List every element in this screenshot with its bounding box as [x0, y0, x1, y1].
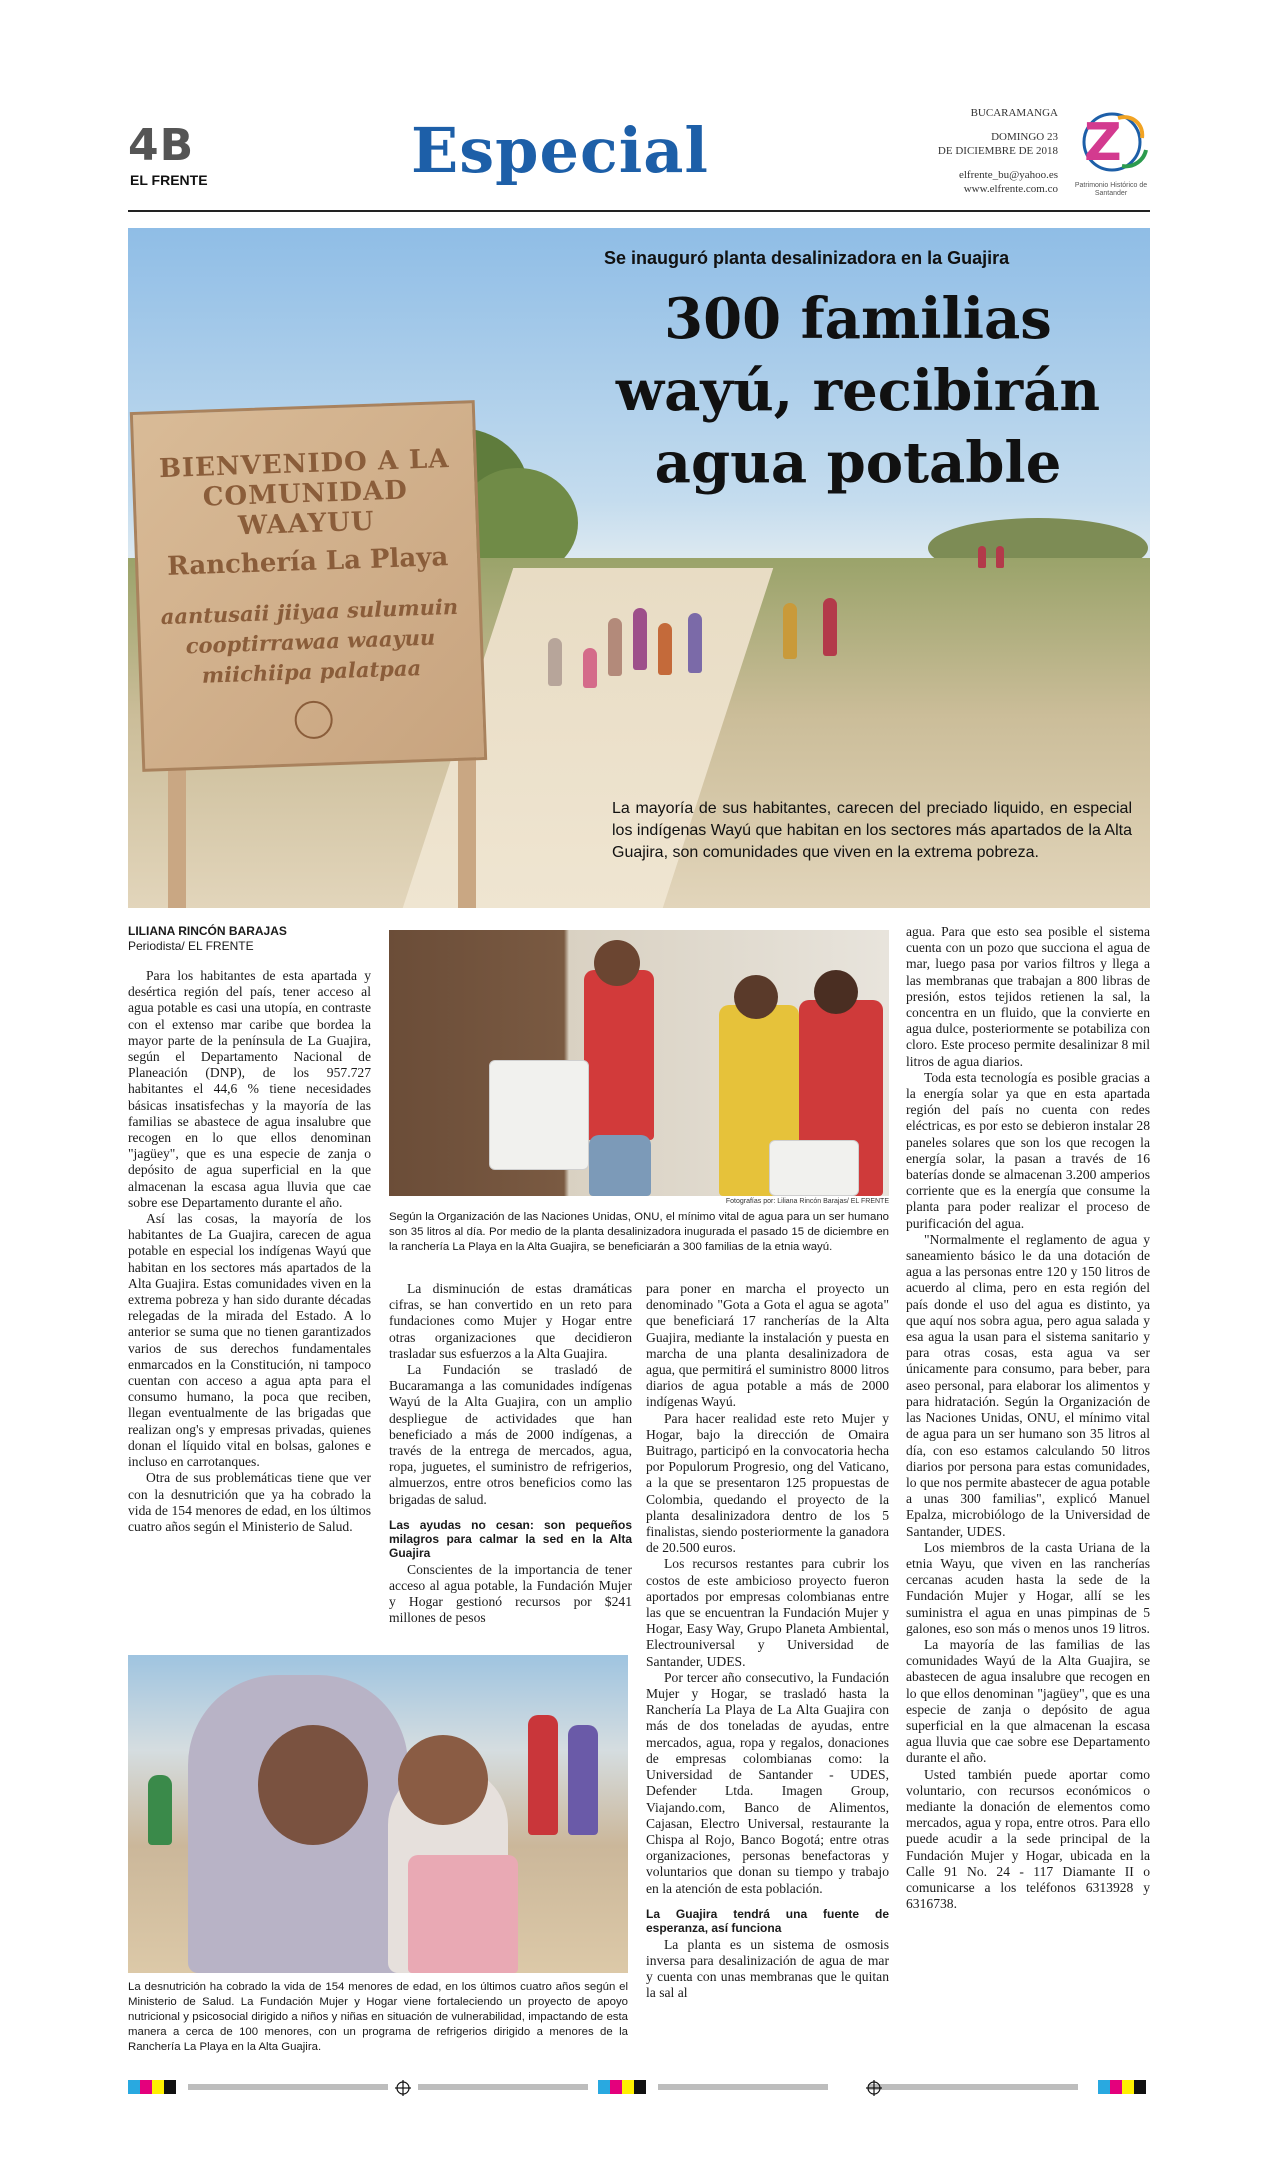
- svg-text:Z: Z: [1084, 113, 1122, 173]
- paragraph: para poner en marcha el proyecto un denominado "Gota a Gota el agua se agota" que beneficiará 17 rancherías de la Alta Guajira, mediante la instalación y puesta en marcha de una planta desalinizadora de agua, que permitirá el suministro 8000 litros diarios de agua potable a más de 2000 indígenas Wayú.: [646, 1281, 889, 1410]
- header-info: [938, 106, 1058, 196]
- column-1: [128, 924, 371, 1535]
- sign-line-6: miichiipa palatpaa: [201, 655, 422, 688]
- brand-name: EL FRENTE: [130, 172, 208, 188]
- sign-seal-icon: [294, 700, 333, 739]
- sign-line-5: cooptirrawaa waayuu: [185, 624, 436, 659]
- paragraph: Conscientes de la importancia de tener acceso al agua potable, la Fundación Mujer y Hogar gestionó recursos por $241 millones de pesos: [389, 1561, 632, 1626]
- subheading: Las ayudas no cesan: son pequeños milagros para calmar la sed en la Alta Guajira: [389, 1517, 632, 1560]
- sign-line-2: COMUNIDAD WAAYUU: [202, 475, 409, 542]
- paragraph: Así las cosas, la mayoría de los habitantes de La Guajira, carecen de agua potable en especial los indígenas Wayú que habitan en los sectores más apartados de la Alta Guajira. Estas comunidades viven en la extrema pobreza y han sido durante décadas relegadas de la mirada del Estado. A lo anterior se suma que no tienen garantizados varios de sus derechos fundamentales enmarcados en la Constitución, ni tampoco cuentan con acceso a agua apta para el consumo humano, la poca que reciben, llegan eventualmente de las brigadas que realizan ong's y empresas privadas, quienes donan el líquido vital en bolsas, galones e incluso en carrotanques.: [128, 1211, 371, 1470]
- byline-author: LILIANA RINCÓN BARAJAS: [128, 924, 287, 938]
- sign-line-1: BIENVENIDO A LA: [158, 444, 450, 485]
- paragraph: Usted también puede aportar como voluntario, con recursos económicos o mediante la donación de elementos como mercados, agua y ropa, entre otros. Para ello puede acudir a la sede principal de la Fundación Mujer y Hogar, ubicada en la Calle 91 No. 24 - 117 Diamante II o comunicarse a los teléfonos 6313928 y 6316738.: [906, 1766, 1150, 1912]
- header-web[interactable]: www.elfrente.com.co: [963, 183, 1058, 195]
- header-email[interactable]: elfrente_bu@yahoo.es: [958, 169, 1058, 181]
- header-date: DOMINGO 23: [991, 131, 1058, 143]
- paragraph: Los miembros de la casta Uriana de la etnia Wayu, que viven en las rancherías cercanas acuden hasta la sede de la Fundación Mujer y Hogar, allí se les suministra el agua en unas pimpinas de 5 galones, eso son más o menos unos 19 litros.: [906, 1539, 1150, 1636]
- column-2: [389, 1281, 632, 1627]
- heritage-logo-icon: [1072, 104, 1150, 186]
- photo-caption-3: La desnutrición ha cobrado la vida de 154 menores de edad, en los últimos cuatro años según el Ministerio de Salud. La Fundación Mujer y Hogar viene fortaleciendo un proyecto de apoyo nutricional y psicosocial dirigido a niños y niñas en situación de vulnerabilidad, impactando de esta manera a cerca de 100 menores, con un programa de refrigerios dirigido a menores de la Ranchería La Playa en la Alta Guajira.: [128, 1981, 628, 2053]
- page-header: [128, 100, 1150, 212]
- mother-child-photo: [128, 1655, 628, 1973]
- headline-line-3: agua potable: [654, 430, 1062, 496]
- column-3: [646, 1281, 889, 2002]
- water-jug-photo: [389, 930, 889, 1196]
- welcome-sign: [130, 400, 487, 772]
- paragraph: La planta es un sistema de osmosis inversa para desalinización de agua de mar y cuenta con unas membranas que le quitan la sal al: [646, 1936, 889, 2001]
- article-kicker: Se inauguró planta desalinizadora en la Guajira: [604, 248, 1010, 268]
- photo-caption-2: Según la Organización de las Naciones Unidas, ONU, el mínimo vital de agua para un ser humano son 35 litros al día. Por medio de la planta desalinizadora inugurada el pasado 15 de diciembre en la ranchería La Playa en la Alta Guajira, se beneficiarán a 300 familias de la etnia wayú.: [389, 1211, 889, 1253]
- subheading: La Guajira tendrá una fuente de esperanza, así funciona: [646, 1906, 889, 1935]
- paragraph: Los recursos restantes para cubrir los costos de este ambicioso proyecto fueron aportados por empresas colombianas entre las que se encuentran la Fundación Mujer y Hogar, Easy Way, Grupo Planeta Ambiental, Electrouniversal y Universidad de Santander, UDES.: [646, 1556, 889, 1669]
- sign-line-4: aantusaii jiiyaa sulumuin: [160, 593, 459, 630]
- paragraph: La disminución de estas dramáticas cifras, se han convertido en un reto para fundaciones como Mujer y Hogar entre otras organizaciones que decidieron trasladar sus esfuerzos a la Alta Guajira.: [389, 1281, 632, 1361]
- registration-bar: [128, 2080, 1150, 2094]
- column-4: [906, 924, 1150, 1912]
- registration-mark-icon: [866, 2080, 882, 2096]
- paragraph: Por tercer año consecutivo, la Fundación Mujer y Hogar, se trasladó hasta la Ranchería La Playa de La Alta Guajira con más de dos toneladas de ayudas, entre mercados, agua, ropa y regalos, donaciones de empresas colombianas como: la Universidad de Santander - UDES, Defender Ltda. Imagen Group, Viajando.com, Banco de Alimentos, Cajasan, Electro Universal, restaurante la Chispa al Rojo, Banco Bogotá; entre otras organizaciones, personas benefactoras y voluntarios que donan su tiempo y trabajo en la atención de esta población.: [646, 1669, 889, 1896]
- paragraph: Para hacer realidad este reto Mujer y Hogar, bajo la dirección de Omaira Buitrago, participó en la convocatoria hecha por Populorum Progresio, ong del Vaticano, a la que se presentaron 125 propuestas de Colombia, quedando el proyecto de la planta desalinizadora dentro de los 5 finalistas, siendo posteriormente la ganadora de 20.500 euros.: [646, 1410, 889, 1556]
- byline-role: Periodista/ EL FRENTE: [128, 939, 254, 953]
- paragraph: "Normalmente el reglamento de agua y saneamiento básico le da una dotación de agua a las personas entre 120 y 150 litros de acuerdo al clima, pero en esta región del país donde el uso del agua es distinto, ya que aquí nos sobra agua, pero agua salada y esa agua la usan para el sistema sanitario y para otras cosas, esta agua va ser únicamente para consumo, para beber, para aseo personal, para elaborar los alimentos y para hidratación. Según la Organización de las Naciones Unidas, ONU, el mínimo vital de agua para un ser humano son 35 litros al día, con eso estamos calculando 50 litros diarios por persona para estas comunidades, lo que nos permite abastecer de agua potable a unas 300 familias", explicó Manuel Epalza, microbiólogo de la Universidad de Santander, UDES.: [906, 1231, 1150, 1539]
- paragraph: Para los habitantes de esta apartada y desértica región del país, tener acceso al agua potable es casi una utopía, en contraste con el extenso mar caribe que bordea la mayor parte de la península de La Guajira, según el Departamento Nacional de Planeación (DNP), de los 957.727 habitantes el 44,6 % tiene necesidades básicas insatisfechas y la mayoría de las familias se abastece de agua insalubre que recogen en lo que ellos denominan "jagüey", que es una especie de zanja o depósito de agua superficial en la que almacenan la escasa agua lluvia que cae sobre ese Departamento durante el año.: [128, 968, 371, 1210]
- paragraph: Otra de sus problemáticas tiene que ver con la desnutrición que ya ha cobrado la vida de 154 menores de edad, en los últimos cuatro años según el Ministerio de Salud.: [128, 1470, 371, 1534]
- sign-line-3: Ranchería La Playa: [166, 542, 449, 582]
- article-headline: [598, 283, 1118, 499]
- paragraph: La Fundación se trasladó de Bucaramanga a las comunidades indígenas Wayú de la Alta Guajira, con un amplio despliegue de actividades que han beneficiado a más de 2000 indígenas, a través de la entrega de mercados, agua, ropa, juguetes, el suministro de refrigerios, almuerzos, entre otros beneficios como las brigadas de salud.: [389, 1362, 632, 1507]
- headline-line-1: 300 familias: [664, 286, 1052, 352]
- registration-mark-icon: [395, 2080, 411, 2096]
- header-city: BUCARAMANGA: [970, 107, 1058, 119]
- photo-credit: Fotografías por: Liliana Rincón Barajas/ EL FRENTE: [725, 1198, 889, 1205]
- page-number: 4B: [128, 120, 195, 171]
- headline-line-2: wayú, recibirán: [615, 358, 1101, 424]
- header-date-2: DE DICIEMBRE DE 2018: [937, 145, 1058, 157]
- paragraph: Toda esta tecnología es posible gracias a la energía solar ya que en esta apartada región del país no cuenta con redes eléctricas, es por esto se debieron instalar 28 paneles solares que son los que recogen la energía solar, la pasan a través de 16 baterías donde se almacenan 3.200 amperios corriente que es la energía que consume la planta para poder realizar el proceso de purificación del agua.: [906, 1069, 1150, 1231]
- hero-caption: La mayoría de sus habitantes, carecen del preciado liquido, en especial los indígenas Wayú que habitan en los sectores más apartados de la Alta Guajira, son comunidades que viven en la extrema pobreza.: [612, 800, 1132, 861]
- paragraph: La mayoría de las familias de las comunidades Wayú de la Alta Guajira, se abastecen de agua insalubre que recogen en lo que ellos denominan "jagüey", que es una especie de zanja o depósito de agua superficial en la que almacenan la escasa agua lluvia que cae sobre ese Departamento durante el año.: [906, 1636, 1150, 1766]
- logo-caption: Patrimonio Histórico de Santander: [1074, 182, 1148, 197]
- byline: [128, 924, 371, 954]
- hero-photo: [128, 228, 1150, 908]
- section-title: Especial: [411, 114, 709, 187]
- paragraph: agua. Para que esto sea posible el sistema cuenta con un pozo que succiona el agua de mar, luego pasa por varios filtros y llega a las membranas que trabajan a 800 libras de presión, estos tejidos retienen la sal, la concentra en un fluido, que la convierte en agua dulce, posteriormente se potabiliza con cloro. Este proceso permite desalinizar 8 mil litros de agua diarios.: [906, 924, 1150, 1069]
